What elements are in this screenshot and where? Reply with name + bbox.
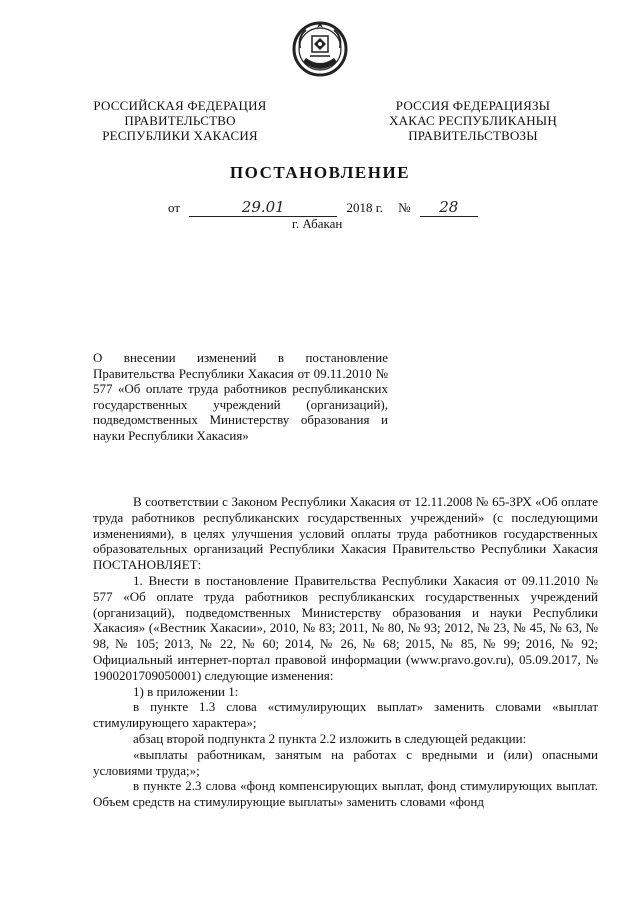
header-left-line-1: РОССИЙСКАЯ ФЕДЕРАЦИЯ — [93, 98, 267, 113]
header-right-line-1: РОССИЯ ФЕДЕРАЦИЯЗЫ — [395, 98, 551, 113]
document-title: ПОСТАНОВЛЕНИЕ — [229, 163, 411, 182]
date-handwritten: 29.01 — [241, 198, 285, 216]
body-paragraph: В соответствии с Законом Республики Хакасия от 12.11.2008 № 65-ЗРХ «Об оплате труда работников республиканских государственных учреждений» (с последующими изменениями), в целях улучшения условий оплаты труда работников государственных образовательных организаций Республики Хакасия Правительство Республики Хакасия ПОСТАНОВЛЯЕТ: — [93, 494, 598, 573]
header-right-line-2: ХАКАС РЕСПУБЛИКАНЫҢ — [389, 113, 557, 128]
header-left-block — [80, 98, 280, 143]
header-left-line-2: ПРАВИТЕЛЬСТВО — [124, 113, 236, 128]
body-paragraph: в пункте 1.3 слова «стимулирующих выплат» заменить словами «выплат стимулирующего характера»; — [93, 699, 598, 731]
body-paragraph: «выплаты работникам, занятым на работах с вредными и (или) опасными условиями труда;»; — [93, 746, 598, 778]
coat-of-arms-emblem — [290, 18, 350, 78]
body-paragraph: 1. Внести в постановление Правительства Республики Хакасия от 09.11.2010 № 577 «Об оплате труда работников республиканских государственных учреждений (организаций), подведомственных Министерству образования и науки Республики Хакасия» («Вестник Хакасии», 2010, № 83; 2011, № 80, № 93; 2012, № 23, № 45, № 63, № 98, № 105; 2013, № 22, № 60; 2014, № 26, № 68; 2015, № 85, № 99; 2016, № 92; Официальный интернет-портал правовой информации (www.pravo.gov.ru), 05.09.2017, № 1900201709050001) следующие изменения: — [93, 572, 598, 683]
year-text: 2018 г. — [346, 200, 383, 215]
subject-block: О внесении изменений в постановление Правительства Республики Хакасия от 09.11.2010 № 577 «Об оплате труда работников республиканских государственных учреждений (организаций), подведомственных Министерству образования и науки Республики Хакасия» — [93, 350, 388, 443]
number-label: № — [398, 200, 411, 215]
body-paragraph: в пункте 2.3 слова «фонд компенсирующих выплат, фонд стимулирующих выплат. Объем средств на стимулирующие выплаты» заменить словами «фонд — [93, 778, 598, 810]
city-name: г. Абакан — [292, 216, 343, 231]
header-right-block — [368, 98, 578, 143]
number-field — [420, 198, 478, 217]
date-field — [189, 198, 337, 217]
body-paragraph: 1) в приложении 1: — [133, 683, 239, 699]
header-left-line-3: РЕСПУБЛИКИ ХАКАСИЯ — [102, 128, 258, 143]
document-body — [93, 494, 598, 810]
header-right-line-3: ПРАВИТЕЛЬСТВОЗЫ — [408, 128, 538, 143]
date-number-line — [168, 198, 478, 217]
number-handwritten: 28 — [439, 198, 459, 216]
body-paragraph: абзац второй подпункта 2 пункта 2.2 изложить в следующей редакции: — [133, 730, 527, 746]
date-from-label: от — [168, 200, 181, 215]
